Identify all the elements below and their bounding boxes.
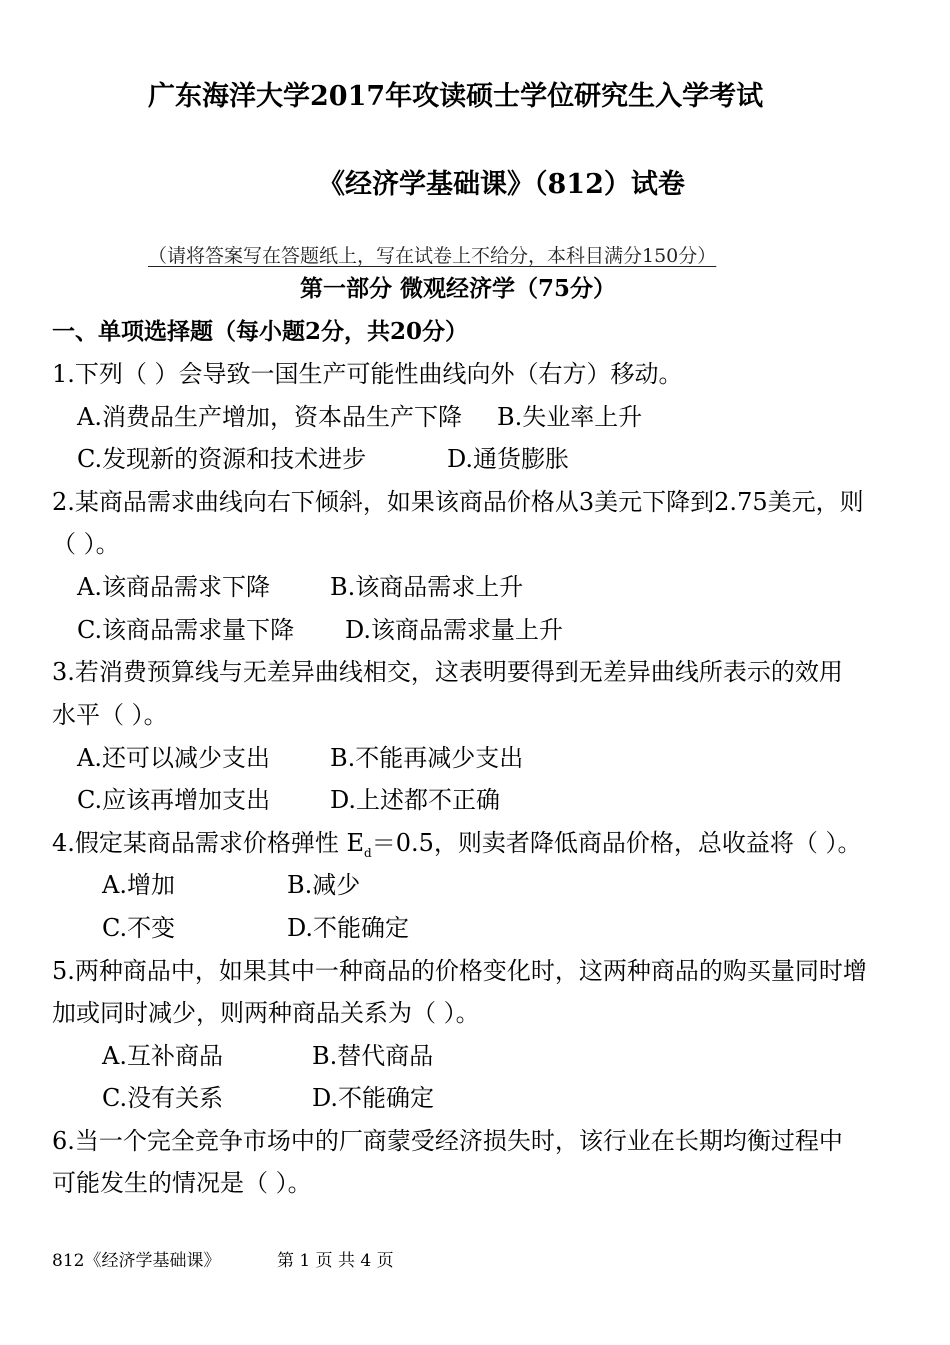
option-d: D.该商品需求量上升: [345, 616, 564, 644]
option-a: A.该商品需求下降: [77, 573, 270, 601]
option-d: D.上述都不正确: [330, 786, 501, 814]
option-b: B.减少: [287, 871, 361, 899]
option-a: A.增加: [102, 871, 175, 899]
option-b: B.替代商品: [312, 1042, 434, 1070]
question-text: 6.当一个完全竞争市场中的厂商蒙受经济损失时，该行业在长期均衡过程中: [52, 1127, 843, 1155]
question-text-cont: 可能发生的情况是（ ）。: [52, 1169, 312, 1197]
footer-page-number: 第 1 页 共 4 页: [277, 1251, 394, 1271]
exam-title: 广东海洋大学2017年攻读硕士学位研究生入学考试: [148, 81, 764, 112]
option-c: C.应该再增加支出: [77, 786, 271, 814]
question-text: 1.下列（ ）会导致一国生产可能性曲线向外（右方）移动。: [52, 360, 683, 388]
question-text-suffix: ＝0.5，则卖者降低商品价格，总收益将（ ）。: [371, 829, 862, 857]
option-a: A.互补商品: [102, 1042, 223, 1070]
question-text: [52, 823, 862, 860]
option-c: C.不变: [102, 914, 176, 942]
option-b: B.失业率上升: [497, 403, 643, 431]
option-c: C.没有关系: [102, 1084, 224, 1112]
exam-subtitle: 《经济学基础课》（812）试卷: [318, 169, 685, 200]
option-a: A.消费品生产增加，资本品生产下降: [77, 403, 462, 431]
question-text: 2.某商品需求曲线向右下倾斜，如果该商品价格从3美元下降到2.75美元，则: [52, 488, 864, 516]
option-d: D.不能确定: [287, 914, 410, 942]
elasticity-subscript: d: [364, 845, 372, 860]
question-text: 3.若消费预算线与无差异曲线相交，这表明要得到无差异曲线所表示的效用: [52, 658, 843, 686]
option-c: C.该商品需求量下降: [77, 616, 295, 644]
question-text-prefix: 4.假定某商品需求价格弹性 E: [52, 829, 365, 857]
part-heading: 第一部分 微观经济学（75分）: [300, 275, 617, 302]
question-text-cont: 水平（ ）。: [52, 701, 168, 729]
question-text: 5.两种商品中，如果其中一种商品的价格变化时，这两种商品的购买量同时增: [52, 957, 867, 985]
option-a: A.还可以减少支出: [77, 744, 270, 772]
question-text-cont: 加或同时减少，则两种商品关系为（ ）。: [52, 999, 480, 1027]
option-c: C.发现新的资源和技术进步: [77, 445, 367, 473]
section-heading: 一、单项选择题（每小题2分，共20分）: [52, 318, 469, 345]
option-b: B.不能再减少支出: [330, 744, 524, 772]
option-d: D.通货膨胀: [447, 445, 570, 473]
question-text-cont: （ ）。: [52, 530, 120, 558]
option-d: D.不能确定: [312, 1084, 435, 1112]
option-b: B.该商品需求上升: [330, 573, 524, 601]
exam-instructions: （请将答案写在答题纸上，写在试卷上不给分，本科目满分150分）: [148, 245, 717, 267]
footer-course: 812《经济学基础课》: [52, 1251, 221, 1271]
